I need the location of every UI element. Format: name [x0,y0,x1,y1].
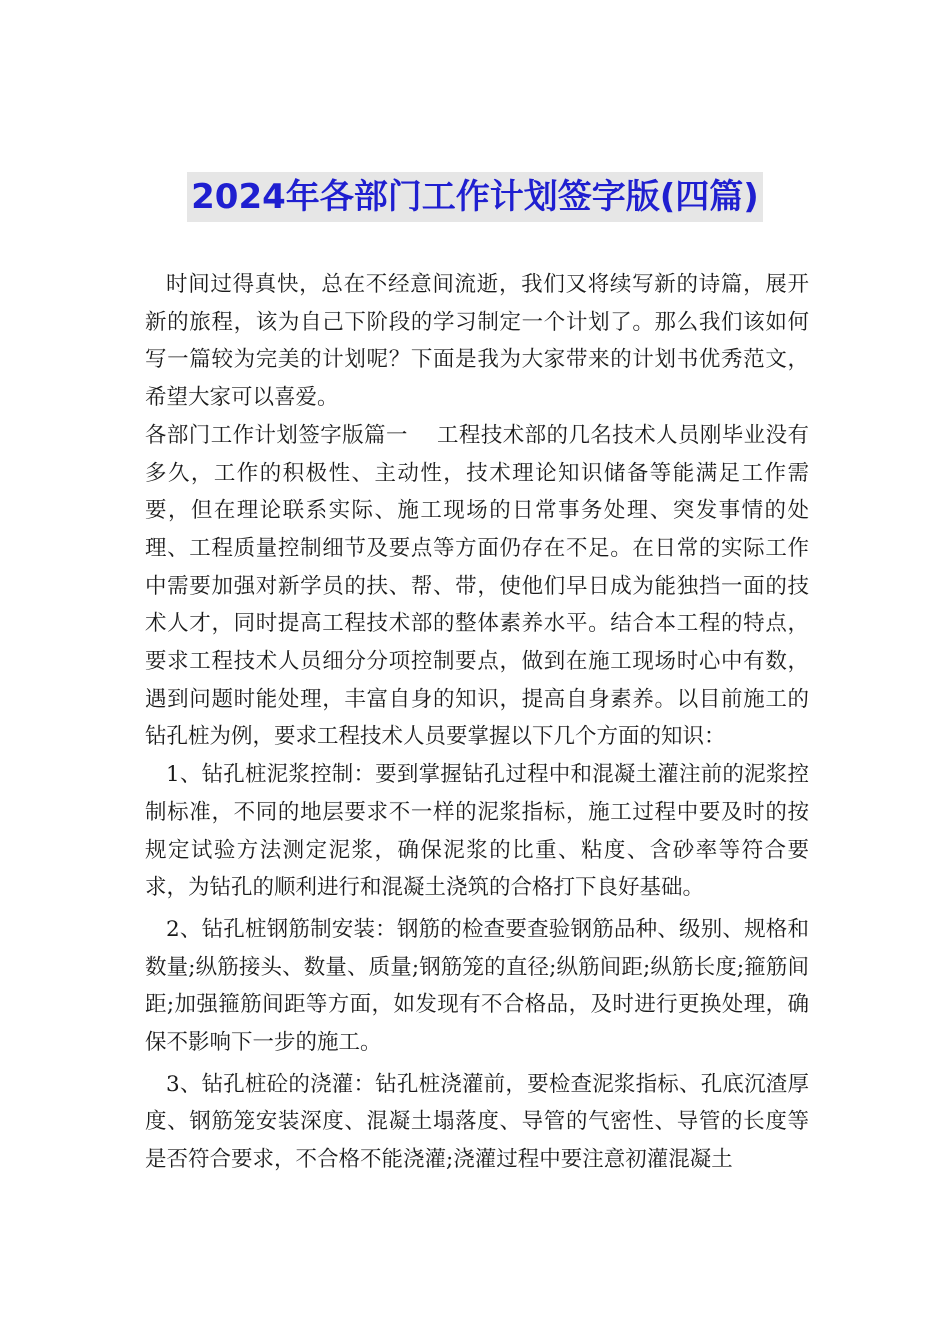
intro-paragraph: 时间过得真快，总在不经意间流逝，我们又将续写新的诗篇，展开新的旅程，该为自己下阶段的学习制定一个计划了。那么我们该如何写一篇较为完美的计划呢？下面是我为大家带来的计划书优秀范文，希望大家可以喜爱。 [145,272,809,411]
list-item-rebar-installation: 2、钻孔桩钢筋制安装：钢筋的检查要查验钢筋品种、级别、规格和数量;纵筋接头、数量、质量;钢筋笼的直径;纵筋间距;纵筋长度;箍筋间距;加强箍筋间距等方面，如发现有不合格品，及时进行更换处理，确保不影响下一步的施工。 [145,916,809,1056]
title-container [0,172,950,222]
document-title: 2024年各部门工作计划签字版(四篇) [187,172,763,222]
list-item-concrete-pouring: 3、钻孔桩砼的浇灌：钻孔桩浇灌前，要检查泥浆指标、孔底沉渣厚度、钢筋笼安装深度、混凝土塌落度、导管的气密性、导管的长度等是否符合要求，不合格不能浇灌;浇灌过程中要注意初灌混凝土 [145,1071,809,1173]
document-body [145,266,809,1179]
section-paragraph: 各部门工作计划签字版篇一 工程技术部的几名技术人员刚毕业没有多久，工作的积极性、主动性，技术理论知识储备等能满足工作需要，但在理论联系实际、施工现场的日常事务处理、突发事情的处理、工程质量控制细节及要点等方面仍存在不足。在日常的实际工作中需要加强对新学员的扶、帮、带，使他们早日成为能独挡一面的技术人才，同时提高工程技术部的整体素养水平。结合本工程的特点，要求工程技术人员细分分项控制要点，做到在施工现场时心中有数，遇到问题时能处理，丰富自身的知识，提高自身素养。以目前施工的钻孔桩为例，要求工程技术人员要掌握以下几个方面的知识： [145,422,809,750]
list-item-mud-control: 1、钻孔桩泥浆控制：要到掌握钻孔过程中和混凝土灌注前的泥浆控制标准，不同的地层要求不一样的泥浆指标，施工过程中要及时的按规定试验方法测定泥浆，确保泥浆的比重、粘度、含砂率等符合要求，为钻孔的顺利进行和混凝土浇筑的合格打下良好基础。 [145,762,809,901]
